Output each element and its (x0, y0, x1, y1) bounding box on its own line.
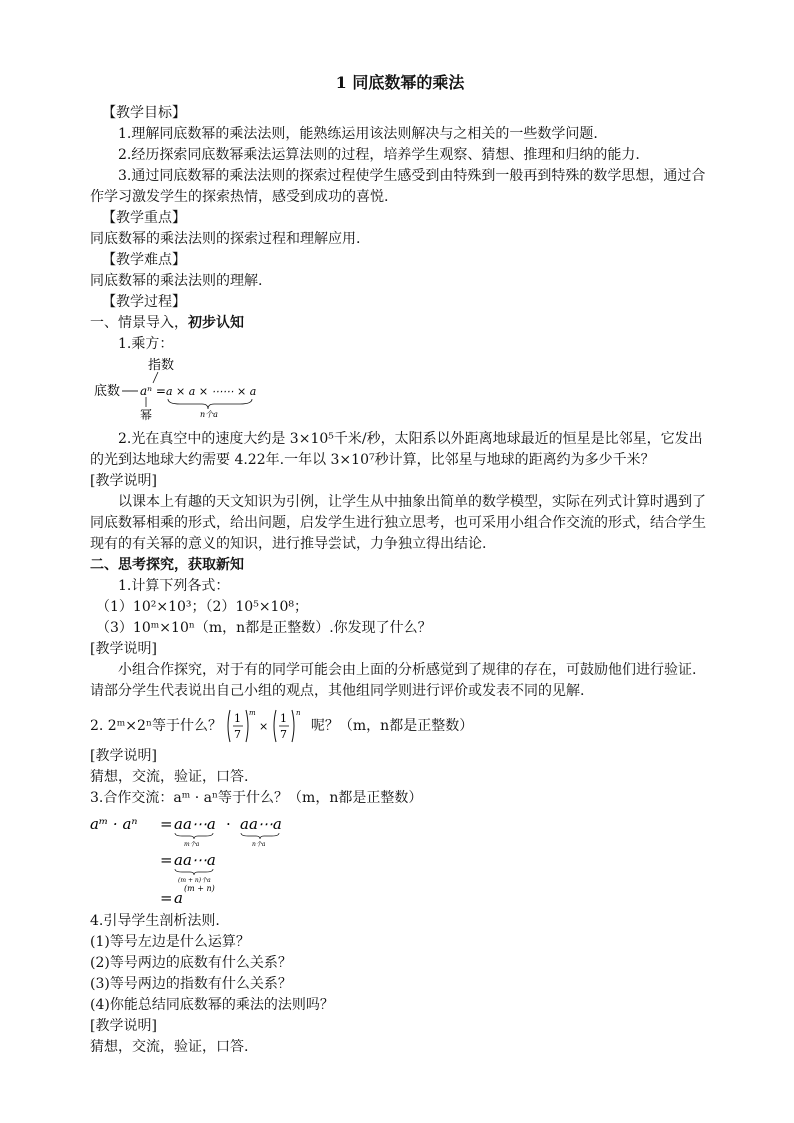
s2-note3-label: [教学说明] (90, 1018, 157, 1034)
s2-q1: (1)等号左边是什么运算？ (90, 934, 250, 950)
underbrace-label: n个a (200, 410, 218, 419)
svg-text:1: 1 (280, 712, 288, 725)
eq-2: = (160, 851, 173, 869)
product-expr: a × a × ⋯⋯ × a (166, 385, 257, 398)
s2-item2-post: 呢？（m，n都是正整数） (310, 718, 474, 734)
underbrace-mn (175, 869, 213, 875)
goal-2: 2.经历探索同底数幂乘法运算法则的过程，培养学生观察、猜想、推理和归纳的能力. (118, 147, 640, 163)
svg-text:1: 1 (234, 712, 242, 725)
prod-n: aa⋯a (240, 815, 282, 833)
power-diagram-svg (90, 357, 310, 423)
underbrace-n (241, 833, 279, 839)
svg-text:7: 7 (280, 728, 288, 741)
section-1-title-b: 初步认知 (188, 315, 244, 331)
result-base: a (174, 889, 183, 907)
exponent-label: 指数 (148, 358, 175, 373)
prod-mn: aa⋯a (174, 851, 216, 869)
power-diagram (90, 357, 710, 423)
s2-item1-a: （1）10²×10³；（2）10⁵×10⁸； (96, 599, 308, 615)
s2-item1: 1.计算下列各式： (118, 578, 230, 594)
derivation-svg (90, 813, 390, 909)
section-1-title-a: 一、情景导入， (90, 315, 188, 331)
s2-q4: (4)你能总结同底数幂的乘法的法则吗？ (90, 997, 334, 1013)
section-1-title (90, 313, 710, 334)
exponent-pointer (153, 372, 158, 383)
s2-note3: 猜想，交流，验证，口答. (90, 1039, 249, 1055)
base-label: 底数 (94, 384, 121, 399)
s2-item1-b: （3）10ᵐ×10ⁿ（m，n都是正整数）.你发现了什么？ (96, 620, 432, 636)
s2-note1: 小组合作探究，对于有的同学可能会由上面的分析感觉到了规律的存在，可鼓励他们进行验证.请部分学生代表说出自己小组的观点，其他组同学则进行评价或发表不同的见解. (90, 662, 697, 699)
document-page (90, 72, 710, 1058)
key-text: 同底数幂的乘法法则的探索过程和理解应用. (90, 231, 361, 247)
difficulty-text: 同底数幂的乘法法则的理解. (90, 273, 263, 289)
s2-item2-pre: 2. 2ᵐ×2ⁿ等于什么？ (90, 718, 222, 734)
dot: · (226, 815, 231, 833)
eq-1: = (160, 815, 173, 833)
heading-process: 【教学过程】 (102, 294, 186, 310)
s1-item1: 1.乘方： (118, 336, 174, 352)
under-m: m个a (184, 841, 200, 848)
s2-note2: 猜想，交流，验证，口答. (90, 769, 249, 785)
heading-goals: 【教学目标】 (102, 105, 186, 121)
underbrace (168, 399, 252, 409)
s1-item2: 2.光在真空中的速度大约是 3×10⁵千米/秒，太阳系以外距离地球最近的恒星是比邻星，它发出的光到达地球大约需要 4.22年.一年以 3×10⁷秒计算，比邻星与地球的距离约为多少千米？ (90, 431, 703, 468)
power-expr: aⁿ = (140, 384, 166, 398)
under-mn: (m + n)个a (178, 877, 211, 884)
s2-item2 (90, 706, 710, 746)
svg-text:×: × (259, 720, 269, 733)
heading-difficulty: 【教学难点】 (102, 252, 186, 268)
under-n: n个a (252, 841, 266, 848)
s2-item4: 4.引导学生剖析法则. (90, 913, 220, 929)
derivation-lhs: aᵐ · aⁿ (90, 815, 138, 833)
s2-q2: (2)等号两边的底数有什么关系？ (90, 955, 292, 971)
result-exponent: (m + n) (184, 884, 215, 893)
goal-1: 1.理解同底数幂的乘法法则，能熟练运用该法则解决与之相关的一些数学问题. (118, 126, 598, 142)
derivation-block (90, 813, 710, 909)
s1-note-label: [教学说明] (90, 473, 157, 489)
document-title: 1 同底数幂的乘法 (335, 73, 465, 92)
s2-note1-label: [教学说明] (90, 641, 157, 657)
s2-item3: 3.合作交流：aᵐ · aⁿ等于什么？（m，n都是正整数） (90, 790, 423, 806)
power-label: 幂 (140, 408, 153, 422)
svg-text:7: 7 (234, 728, 242, 741)
s2-q3: (3)等号两边的指数有什么关系？ (90, 976, 292, 992)
s1-note: 以课本上有趣的天文知识为引例，让学生从中抽象出简单的数学模型，实际在列式计算时遇到了同底数幂相乘的形式，给出问题，启发学生进行独立思考，也可采用小组合作交流的形式，结合学生现有的有关幂的意义的知识，进行推导尝试，力争独立得出结论. (90, 494, 706, 552)
fraction-power-expr (226, 706, 306, 746)
goal-3: 3.通过同底数幂的乘法法则的探索过程使学生感受到由特殊到一般再到特殊的数学思想，通过合作学习激发学生的探索热情，感受到成功的喜悦. (90, 168, 706, 205)
section-2-title: 二、思考探究，获取新知 (90, 557, 244, 573)
s2-note2-label: [教学说明] (90, 748, 157, 764)
eq-3: = (160, 889, 173, 907)
svg-text:n: n (296, 709, 301, 717)
underbrace-m (175, 833, 213, 839)
prod-m: aa⋯a (174, 815, 216, 833)
heading-key: 【教学重点】 (102, 210, 186, 226)
svg-text:m: m (249, 709, 257, 717)
